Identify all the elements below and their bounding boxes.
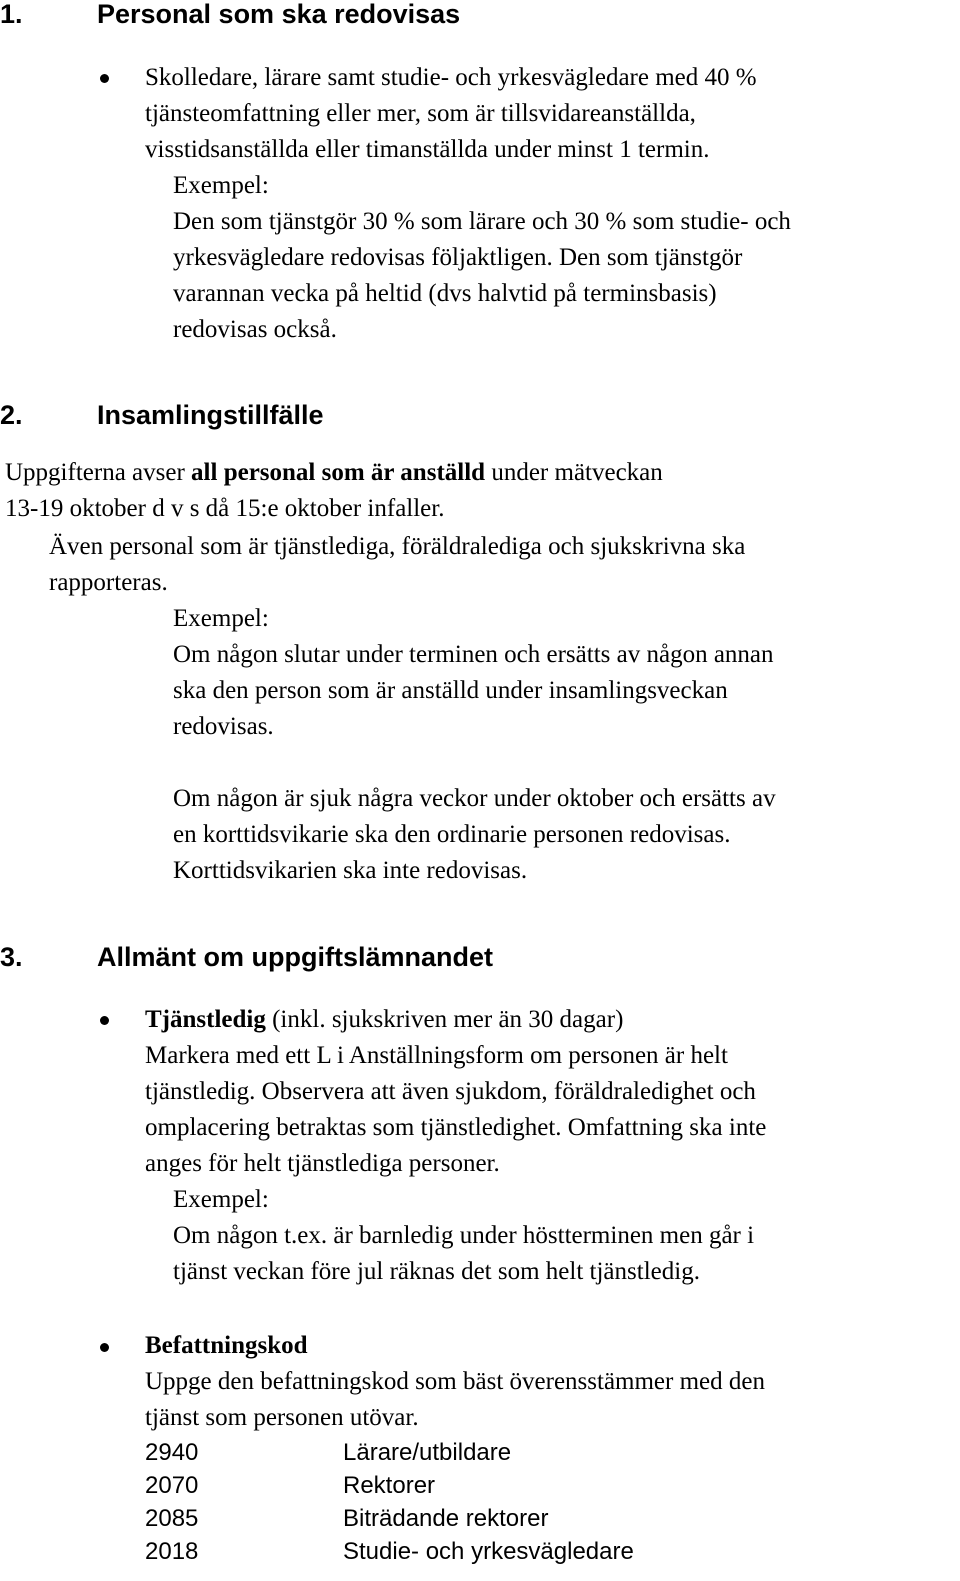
code-label: Studie- och yrkesvägledare: [343, 1538, 634, 1565]
section-3-item-2-line-2: tjänst som personen utövar.: [145, 1404, 419, 1431]
item-2-term: Befattningskod: [145, 1332, 308, 1359]
bullet-icon: [100, 74, 109, 83]
section-2-example-1-line-2: ska den person som är anställd under insamlingsveckan: [173, 677, 728, 704]
item-1-term: Tjänstledig: [145, 1006, 266, 1033]
section-2-example-1-line-1: Om någon slutar under terminen och ersätts av någon annan: [173, 641, 774, 668]
section-1-example-label: Exempel:: [173, 172, 269, 199]
code-value: 2940: [145, 1439, 199, 1466]
section-1-example-line-3: varannan vecka på heltid (dvs halvtid på terminsbasis): [173, 280, 717, 307]
section-1-bullet-line-1: Skolledare, lärare samt studie- och yrkesvägledare med 40 %: [145, 64, 757, 91]
section-3-item-2-line-1: Uppge den befattningskod som bäst överensstämmer med den: [145, 1368, 765, 1395]
section-2-number: 2.: [0, 400, 23, 430]
section-3-heading: [0, 939, 494, 975]
section-2-example-2-line-3: Korttidsvikarien ska inte redovisas.: [173, 857, 528, 884]
section-2-title: Insamlingstillfälle: [97, 400, 324, 430]
section-1-heading: [0, 0, 461, 32]
section-2-para-2-line-2: rapporteras.: [49, 569, 168, 596]
section-2-example-2-line-1: Om någon är sjuk några veckor under oktober och ersätts av: [173, 785, 776, 812]
section-2-para-1-line-2: 13-19 oktober d v s då 15:e oktober infaller.: [5, 495, 445, 522]
section-2-para-2-line-1: Även personal som är tjänstlediga, föräldralediga och sjukskrivna ska: [49, 533, 746, 560]
section-3-number: 3.: [0, 942, 23, 972]
code-value: 2085: [145, 1505, 199, 1532]
section-2-heading: [0, 397, 324, 433]
section-3-item-1-line-2: tjänstledig. Observera att även sjukdom, föräldraledighet och: [145, 1078, 756, 1105]
section-1-example-line-4: redovisas också.: [173, 316, 337, 343]
bullet-icon: [100, 1343, 109, 1352]
section-3-item-1-line-4: anges för helt tjänstlediga personer.: [145, 1150, 500, 1177]
section-2-example-1-line-3: redovisas.: [173, 713, 274, 740]
section-3-item-1-line-1: Markera med ett L i Anställningsform om personen är helt: [145, 1042, 728, 1069]
section-1-title: Personal som ska redovisas: [97, 0, 461, 29]
section-3-item-1-line-3: omplacering betraktas som tjänstledighet. Omfattning ska inte: [145, 1114, 767, 1141]
bullet-icon: [100, 1016, 109, 1025]
emphasis-text: all personal som är anställd: [191, 459, 486, 486]
section-1-example-line-1: Den som tjänstgör 30 % som lärare och 30 % som studie- och: [173, 208, 791, 235]
section-1-number: 1.: [0, 0, 23, 29]
code-label: Biträdande rektorer: [343, 1505, 549, 1532]
section-2-example-label: Exempel:: [173, 605, 269, 632]
section-1-bullet-line-2: tjänsteomfattning eller mer, som är tillsvidareanställda,: [145, 100, 696, 127]
section-3-item-1-heading: Tjänstledig (inkl. sjukskriven mer än 30 dagar): [145, 1006, 624, 1033]
section-2-example-2-line-2: en korttidsvikarie ska den ordinarie personen redovisas.: [173, 821, 731, 848]
section-3-item-1-example-line-2: tjänst veckan före jul räknas det som helt tjänstledig.: [173, 1258, 700, 1285]
code-value: 2070: [145, 1472, 199, 1499]
code-label: Rektorer: [343, 1472, 436, 1499]
section-3-item-1-example-line-1: Om någon t.ex. är barnledig under höstterminen men går i: [173, 1222, 755, 1249]
code-label: Lärare/utbildare: [343, 1439, 512, 1466]
section-3-item-2-heading: [145, 1328, 308, 1364]
section-1-bullet-line-3: visstidsanställda eller timanställda under minst 1 termin.: [145, 136, 710, 163]
section-3-item-1-example-label: Exempel:: [173, 1186, 269, 1213]
section-3-title: Allmänt om uppgiftslämnandet: [97, 942, 494, 972]
section-2-para-1-line-1: Uppgifterna avser all personal som är anställd under mätveckan: [5, 459, 663, 486]
code-value: 2018: [145, 1538, 199, 1565]
section-1-example-line-2: yrkesvägledare redovisas följaktligen. Den som tjänstgör: [173, 244, 743, 271]
